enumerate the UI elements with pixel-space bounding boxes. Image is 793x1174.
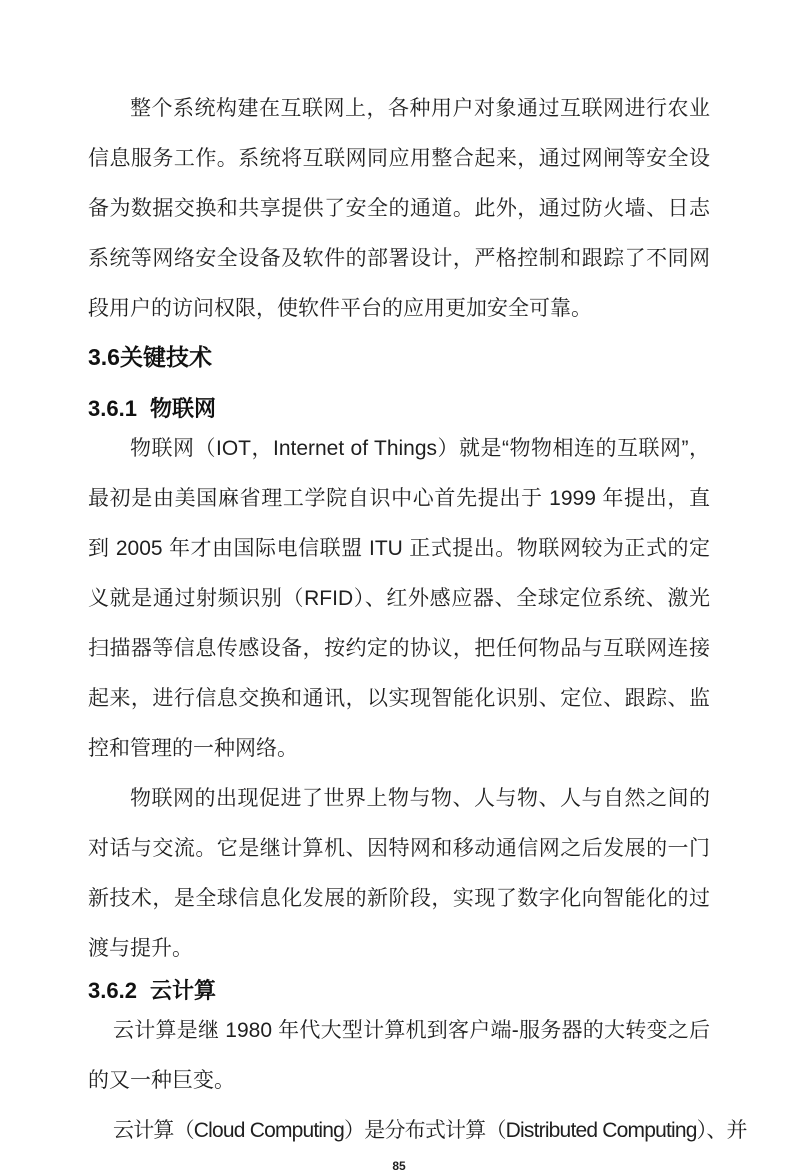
heading-cloud-title: 云计算: [149, 978, 216, 1003]
heading-iot-title: 物联网: [149, 396, 216, 421]
heading-cloud-computing: [88, 976, 710, 1006]
paragraph-iot-definition: 物联网（IOT，Internet of Things）就是“物物相连的互联网”，最初是由美国麻省理工学院自识中心首先提出于 1999 年提出，直到 2005 年才由国际电信联盟 ITU 正式提出。物联网较为正式的定义就是通过射频识别（RFID）、红外感应器、全球定位系统、激光扫描器等信息传感设备，按约定的协议，把任何物品与互联网连接起来，进行信息交换和通讯，以实现智能化识别、定位、跟踪、监控和管理的一种网络。: [88, 437, 710, 760]
heading-iot: [88, 394, 710, 424]
page-number: 85: [392, 1159, 406, 1173]
heading-key-technologies: 3.6关键技术: [88, 344, 212, 370]
paragraph-system-security: 整个系统构建在互联网上，各种用户对象通过互联网进行农业信息服务工作。系统将互联网同应用整合起来，通过网闸等安全设备为数据交换和共享提供了安全的通道。此外，通过防火墙、日志系统等网络安全设备及软件的部署设计，严格控制和跟踪了不同网段用户的访问权限，使软件平台的应用更加安全可靠。: [88, 97, 710, 320]
paragraph-iot-impact: 物联网的出现促进了世界上物与物、人与物、人与自然之间的对话与交流。它是继计算机、因特网和移动通信网之后发展的一门新技术，是全球信息化发展的新阶段，实现了数字化向智能化的过渡与提升。: [88, 787, 710, 960]
paragraph-cloud-definition: 云计算（Cloud Computing）是分布式计算（Distributed Computing）、并: [113, 1119, 747, 1142]
paragraph-cloud-shift: 云计算是继 1980 年代大型计算机到客户端-服务器的大转变之后的又一种巨变。: [88, 1019, 710, 1092]
heading-iot-number: 3.6.1: [88, 396, 137, 421]
heading-cloud-number: 3.6.2: [88, 978, 137, 1003]
